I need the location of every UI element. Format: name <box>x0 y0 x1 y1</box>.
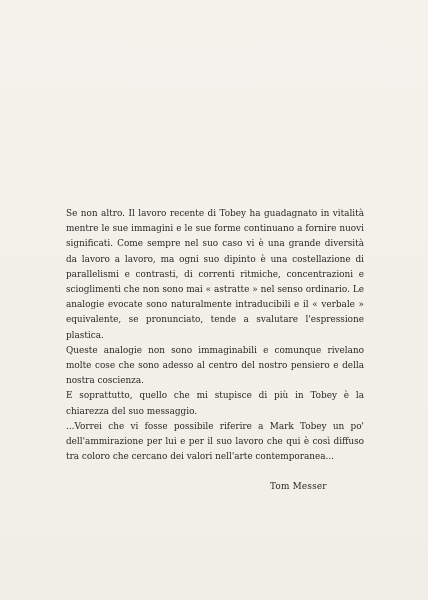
paragraph-3: E soprattutto, quello che mi stupisce di più in Tobey è la chiarezza del suo messaggio. <box>66 391 364 417</box>
paragraph-2: Queste analogie non sono immaginabili e comunque rivelano molte cose che sono adesso al centro del nostro pensiero e della nostra coscienza. <box>66 345 364 387</box>
paragraph-1: Se non altro. Il lavoro recente di Tobey ha guadagnato in vitalità mentre le sue immagini e le sue forme continuano a fornire nuovi significati. Come sempre nel suo caso vi è una grande diversità da lavoro a lavoro, ma ogni suo dipinto è una costellazione di parallelismi e contrasti, di correnti ritmiche, concentrazioni e scioglimenti che non sono mai « astratte » nel senso ordinario. Le analogie evocate sono naturalmente intraducibili e il « verbale » equivalente, se pronunciato, tende a svalutare l'espressione plastica. <box>66 209 364 341</box>
paragraph-4: ...Vorrei che vi fosse possibile riferire a Mark Tobey un po' dell'ammirazione per lui e per il suo lavoro che qui è così diffuso tra coloro che cercano dei valori nell'arte contemporanea... <box>66 421 364 463</box>
body-text <box>66 207 364 465</box>
author-signature: Tom Messer <box>270 482 327 492</box>
